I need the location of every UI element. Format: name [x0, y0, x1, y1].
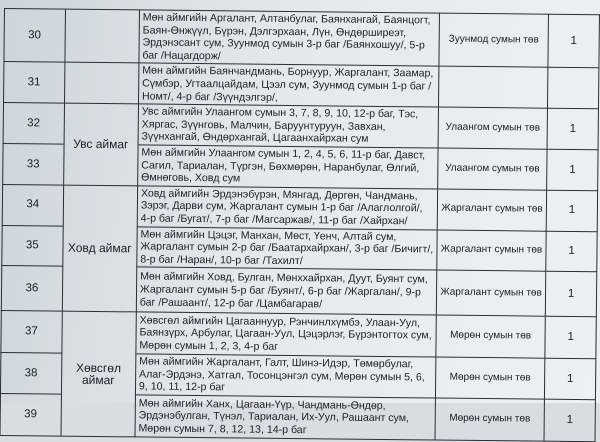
seat-count: 1: [546, 190, 597, 231]
seat-count: [548, 68, 599, 109]
province-label: Хөвсгөл аймаг: [61, 311, 137, 437]
district-description: Мөн аймгийн Ховд, Булган, Мөнххайрхан, Дуут, Буянт сум, Жаргалант сумын 5-р баг /Буянт/, 6-р баг /Жаргалан/, 9-р баг /Рашаант/, 12-р баг /Цамбагарав/: [136, 267, 436, 315]
center-cell: Мөрөн сумын төв: [436, 315, 546, 358]
district-description: Ховд аймгийн Эрдэнэбүрэн, Мянгад, Дөргөн, Чандмань, Зэрэг, Дарви сум, Жаргалант сумын 1-р баг /Алаглолгой/, 4-р баг /Бугат/, 7-р баг /Магсаржав/, 11-р баг /Хайрхан/: [137, 186, 437, 230]
province-label: Ховд аймаг: [62, 185, 138, 312]
seat-count: 1: [546, 271, 597, 317]
seat-count: 1: [548, 14, 599, 68]
center-cell: Улаангом сумын төв: [438, 107, 548, 149]
district-description: Мөн аймгийн Цэцэг, Манхан, Мөст, Үенч, Алтай сум, Жаргалант сумын 2-р баг /Баатархайрхан/, 3-р баг /Бичигт/, 8-р баг /Наран/, 10-р баг /Тахилт/: [137, 226, 437, 270]
seat-count: 1: [546, 231, 597, 272]
center-cell: Мөрөн сумын төв: [435, 357, 545, 399]
row-number: 34: [2, 184, 63, 225]
table-row: [4, 9, 600, 69]
constituency-table: [0, 8, 600, 442]
district-description: Мөн аймгийн Ханх, Цагаан-Үүр, Чандмань-Өндөр, Эрдэнэбулган, Түнэл, Тариалан, Их-Уул, Рашаант сум, Мөрөн сумын 7, 8, 12, 13, 14-р баг: [135, 395, 435, 440]
province-label: Увс аймаг: [63, 103, 138, 185]
seat-count: 1: [544, 399, 595, 442]
district-description: Мөн аймгийн Аргалант, Алтанбулаг, Баянхангай, Баянцогт, Баян-Өнжүүл, Бүрэн, Дэлгэрхаан, Лүн, Өндөрширеэт, Эрдэнэсант сум, Зуунмод сумын 3-р баг /Баянхошуу/, 5-р баг /Нацагдорж/: [139, 10, 440, 67]
province-cell: [64, 63, 139, 105]
seat-count: 1: [547, 108, 598, 149]
seat-count: 1: [547, 149, 598, 190]
center-cell: Улаангом сумын төв: [438, 148, 548, 190]
district-description: Увс аймгийн Улаангом сумын 3, 7, 8, 9, 10, 12-р баг, Тэс, Хяргас, Зүүнговь, Малчин, Баруунтуруун, Завхан, Зүүнхангай, Өндөрхангай, Цагаанхайрхан сум: [138, 104, 438, 148]
center-cell: Жаргалант сумын төв: [437, 230, 547, 272]
seat-count: 1: [545, 316, 596, 359]
center-cell: Жаргалант сумын төв: [437, 189, 547, 231]
district-description: Мөн аймгийн Улаангом сумын 1, 2, 4, 5, 6, 11-р баг, Давст, Сагил, Тариалан, Түргэн, Бөхмөрөн, Наранбулаг, Өлгий, Өмнөговь, Ховд сум: [138, 145, 438, 189]
table-row: [1, 311, 596, 359]
table-row: [4, 62, 599, 109]
row-number: 36: [1, 266, 62, 312]
district-description: Хөвсгөл аймгийн Цагааннуур, Рэнчинлхүмбэ, Улаан-Уул, Баянзүрх, Арбулаг, Цагаан-Уул, Цэцэрлэг, Бүрэнтогтох сум, Мөрөн сумын 1, 2, 3, 4-р баг: [136, 312, 436, 357]
district-description: Мөн аймгийн Баянчандмань, Борнуур, Жаргалант, Заамар, Сүмбэр, Угтаалцайдам, Цээл сум, Зуунмод сумын 1-р баг /Номт/, 4-р баг /Зүүндэлгэр/,: [138, 63, 438, 107]
row-number: 33: [3, 143, 64, 184]
row-number: 31: [4, 62, 65, 103]
seat-count: 1: [545, 358, 596, 399]
row-number: 39: [0, 394, 61, 437]
district-description: Мөн аймгийн Жаргалант, Галт, Шинэ-Идэр, Төмөрбулаг, Алаг-Эрдэнэ, Хатгал, Тосонцэнгэл сум, Мөрөн сумын 5, 6, 9, 10, 11, 12-р баг: [135, 354, 435, 398]
center-cell: Зуунмод сумын төв: [439, 13, 549, 68]
province-cell: [65, 9, 140, 63]
row-number: 38: [0, 353, 61, 394]
row-number: 32: [3, 103, 64, 144]
table-row: [3, 103, 598, 150]
center-cell: Жаргалант сумын төв: [436, 270, 546, 316]
table-row: [2, 184, 597, 231]
center-cell: Мөрөн сумын төв: [435, 398, 545, 441]
row-number: 30: [4, 9, 65, 63]
row-number: 35: [2, 225, 63, 266]
center-cell: [438, 66, 548, 108]
row-number: 37: [1, 311, 62, 354]
